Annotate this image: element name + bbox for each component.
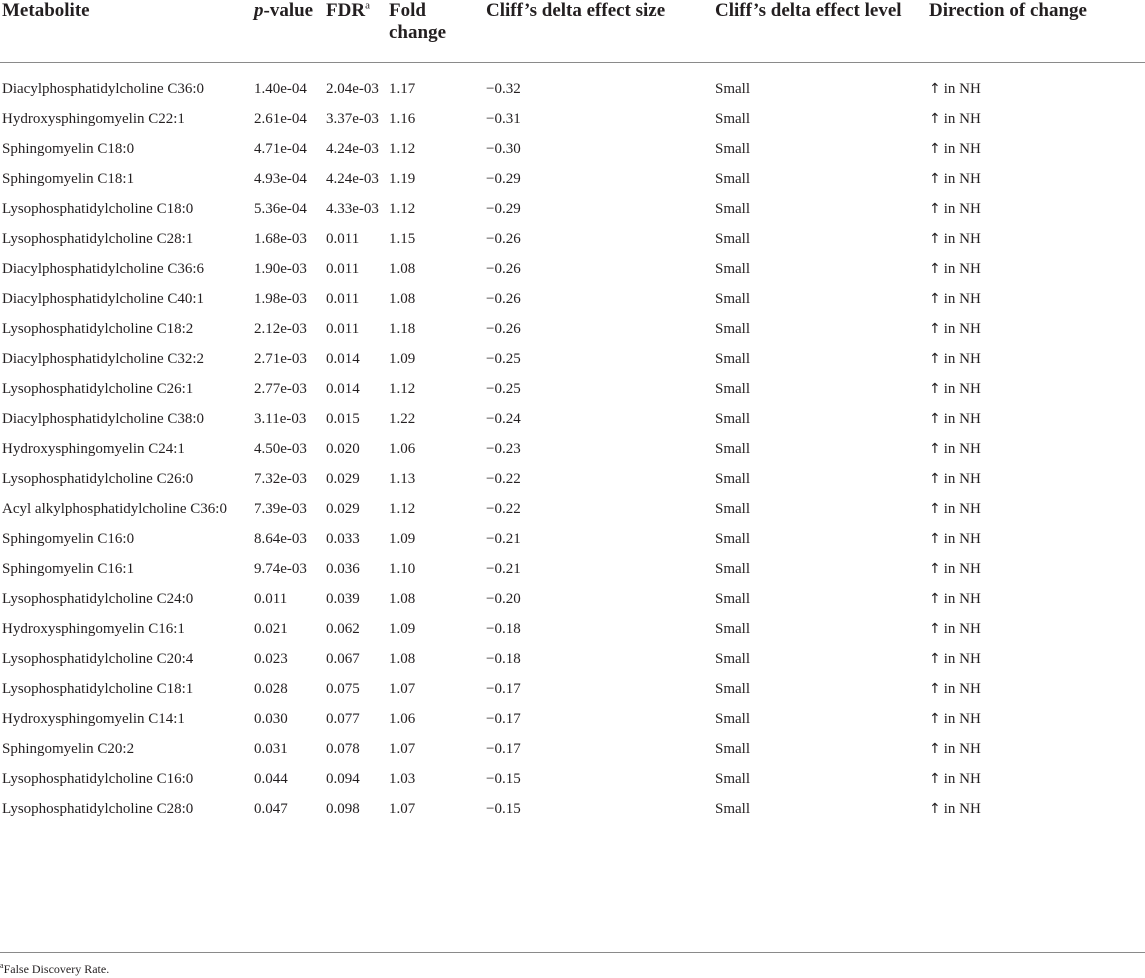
effect-size-cell: −0.22	[486, 470, 521, 487]
fdr-cell: 0.020	[326, 440, 360, 457]
direction-text: in NH	[943, 140, 981, 157]
effect-size-cell: −0.26	[486, 260, 521, 277]
effect-level-cell: Small	[715, 590, 751, 607]
table-row	[0, 495, 1145, 525]
fdr-cell: 0.098	[326, 800, 360, 817]
table-row	[0, 675, 1145, 705]
direction-text: in NH	[943, 800, 981, 817]
p-value-cell: 0.047	[254, 800, 288, 817]
direction-cell	[927, 675, 1145, 705]
fdr-cell: 0.062	[326, 620, 360, 637]
p-value-cell: 1.40e-04	[254, 80, 307, 97]
table-row	[0, 645, 1145, 675]
effect-size-cell: −0.24	[486, 410, 521, 427]
fold-change-cell: 1.06	[389, 710, 416, 727]
effect-size-cell: −0.25	[486, 350, 521, 367]
p-value-cell: 0.028	[254, 680, 288, 697]
table-row	[0, 705, 1145, 735]
metabolite-cell: Lysophosphatidylcholine C20:4	[2, 650, 194, 667]
p-value-cell: 0.023	[254, 650, 288, 667]
effect-size-cell: −0.31	[486, 110, 521, 127]
direction-cell	[927, 255, 1145, 285]
fold-change-cell: 1.06	[389, 440, 416, 457]
metabolite-cell: Diacylphosphatidylcholine C40:1	[2, 290, 205, 307]
p-value-cell: 4.71e-04	[254, 140, 307, 157]
p-value-cell: 7.32e-03	[254, 470, 307, 487]
effect-level-cell: Small	[715, 200, 751, 217]
effect-size-cell: −0.17	[486, 710, 521, 727]
direction-cell	[927, 135, 1145, 165]
fdr-cell: 0.029	[326, 500, 360, 517]
table-row	[0, 525, 1145, 555]
p-value-cell: 2.77e-03	[254, 380, 307, 397]
effect-size-cell: −0.21	[486, 560, 521, 577]
fdr-cell: 2.04e-03	[326, 80, 379, 97]
fold-change-cell: 1.12	[389, 200, 416, 217]
fdr-cell: 0.015	[326, 410, 360, 427]
header-fdr-label: FDR	[326, 0, 366, 21]
table-row	[0, 62, 1145, 105]
direction-cell	[927, 525, 1145, 555]
arrow-up-icon: ↑	[929, 380, 941, 397]
header-p-italic: p	[254, 0, 264, 21]
arrow-up-icon: ↑	[929, 770, 941, 787]
fdr-cell: 4.33e-03	[326, 200, 379, 217]
effect-level-cell: Small	[715, 530, 751, 547]
fdr-cell: 0.011	[326, 230, 360, 247]
effect-size-cell: −0.26	[486, 290, 521, 307]
fold-change-cell: 1.15	[389, 230, 416, 247]
table-footnote	[0, 958, 109, 977]
effect-level-cell: Small	[715, 710, 751, 727]
arrow-up-icon: ↑	[929, 530, 941, 547]
table-row	[0, 735, 1145, 765]
direction-text: in NH	[943, 290, 981, 307]
direction-text: in NH	[943, 470, 981, 487]
direction-text: in NH	[943, 320, 981, 337]
direction-cell	[927, 735, 1145, 765]
p-value-cell: 1.68e-03	[254, 230, 307, 247]
direction-cell	[927, 555, 1145, 585]
effect-level-cell: Small	[715, 230, 751, 247]
arrow-up-icon: ↑	[929, 200, 941, 217]
fdr-cell: 0.014	[326, 350, 360, 367]
effect-level-cell: Small	[715, 410, 751, 427]
table-row	[0, 345, 1145, 375]
metabolite-cell: Lysophosphatidylcholine C26:0	[2, 470, 194, 487]
metabolite-cell: Acyl alkylphosphatidylcholine C36:0	[2, 500, 227, 517]
arrow-up-icon: ↑	[929, 410, 941, 427]
fold-change-cell: 1.09	[389, 530, 416, 547]
direction-text: in NH	[943, 350, 981, 367]
metabolite-cell: Hydroxysphingomyelin C16:1	[2, 620, 185, 637]
direction-text: in NH	[943, 740, 981, 757]
direction-text: in NH	[943, 650, 981, 667]
p-value-cell: 2.71e-03	[254, 350, 307, 367]
header-cliffs-size: Cliff’s delta effect size	[484, 0, 713, 62]
effect-size-cell: −0.29	[486, 170, 521, 187]
footnote-marker: a	[0, 961, 4, 970]
fold-change-cell: 1.16	[389, 110, 416, 127]
metabolite-cell: Lysophosphatidylcholine C28:0	[2, 800, 194, 817]
arrow-up-icon: ↑	[929, 740, 941, 757]
fold-change-cell: 1.13	[389, 470, 416, 487]
arrow-up-icon: ↑	[929, 590, 941, 607]
direction-cell	[927, 225, 1145, 255]
effect-level-cell: Small	[715, 140, 751, 157]
p-value-cell: 4.50e-03	[254, 440, 307, 457]
direction-cell	[927, 62, 1145, 105]
arrow-up-icon: ↑	[929, 260, 941, 277]
table-header	[0, 0, 1145, 62]
direction-text: in NH	[943, 500, 981, 517]
fold-change-cell: 1.08	[389, 260, 416, 277]
effect-size-cell: −0.17	[486, 740, 521, 757]
effect-level-cell: Small	[715, 380, 751, 397]
effect-level-cell: Small	[715, 800, 751, 817]
p-value-cell: 0.044	[254, 770, 288, 787]
metabolite-cell: Lysophosphatidylcholine C28:1	[2, 230, 194, 247]
effect-size-cell: −0.26	[486, 320, 521, 337]
effect-level-cell: Small	[715, 470, 751, 487]
metabolite-cell: Sphingomyelin C18:1	[2, 170, 135, 187]
header-p-rest: -value	[263, 0, 314, 21]
header-direction: Direction of change	[927, 0, 1145, 62]
p-value-cell: 1.98e-03	[254, 290, 307, 307]
p-value-cell: 0.030	[254, 710, 288, 727]
direction-text: in NH	[943, 230, 981, 247]
direction-text: in NH	[943, 440, 981, 457]
effect-size-cell: −0.32	[486, 80, 521, 97]
effect-level-cell: Small	[715, 650, 751, 667]
header-p-value	[252, 0, 324, 62]
fold-change-cell: 1.22	[389, 410, 416, 427]
header-fdr	[324, 0, 387, 62]
metabolite-cell: Lysophosphatidylcholine C18:0	[2, 200, 194, 217]
effect-size-cell: −0.22	[486, 500, 521, 517]
fold-change-cell: 1.12	[389, 140, 416, 157]
p-value-cell: 0.011	[254, 590, 288, 607]
direction-text: in NH	[943, 770, 981, 787]
metabolite-cell: Lysophosphatidylcholine C24:0	[2, 590, 194, 607]
direction-cell	[927, 375, 1145, 405]
table-row	[0, 225, 1145, 255]
table-row	[0, 315, 1145, 345]
metabolite-cell: Lysophosphatidylcholine C16:0	[2, 770, 194, 787]
table-row	[0, 555, 1145, 585]
fold-change-cell: 1.08	[389, 590, 416, 607]
effect-size-cell: −0.17	[486, 680, 521, 697]
fdr-cell: 3.37e-03	[326, 110, 379, 127]
arrow-up-icon: ↑	[929, 320, 941, 337]
direction-cell	[927, 615, 1145, 645]
direction-text: in NH	[943, 620, 981, 637]
table-row	[0, 375, 1145, 405]
effect-size-cell: −0.21	[486, 530, 521, 547]
p-value-cell: 2.61e-04	[254, 110, 307, 127]
metabolite-cell: Diacylphosphatidylcholine C32:2	[2, 350, 205, 367]
fold-change-cell: 1.12	[389, 380, 416, 397]
arrow-up-icon: ↑	[929, 440, 941, 457]
fold-change-cell: 1.08	[389, 650, 416, 667]
fdr-cell: 4.24e-03	[326, 170, 379, 187]
effect-size-cell: −0.25	[486, 380, 521, 397]
metabolite-cell: Hydroxysphingomyelin C14:1	[2, 710, 185, 727]
fdr-cell: 0.094	[326, 770, 360, 787]
direction-text: in NH	[943, 260, 981, 277]
arrow-up-icon: ↑	[929, 620, 941, 637]
effect-size-cell: −0.26	[486, 230, 521, 247]
arrow-up-icon: ↑	[929, 710, 941, 727]
fold-change-cell: 1.07	[389, 740, 416, 757]
effect-level-cell: Small	[715, 320, 751, 337]
p-value-cell: 0.021	[254, 620, 288, 637]
fold-change-cell: 1.17	[389, 80, 416, 97]
table-row	[0, 195, 1145, 225]
p-value-cell: 9.74e-03	[254, 560, 307, 577]
metabolite-cell: Sphingomyelin C16:1	[2, 560, 135, 577]
arrow-up-icon: ↑	[929, 560, 941, 577]
arrow-up-icon: ↑	[929, 140, 941, 157]
direction-cell	[927, 105, 1145, 135]
direction-text: in NH	[943, 530, 981, 547]
direction-text: in NH	[943, 680, 981, 697]
fold-change-cell: 1.09	[389, 620, 416, 637]
fold-change-cell: 1.08	[389, 290, 416, 307]
direction-cell	[927, 195, 1145, 225]
direction-text: in NH	[943, 170, 981, 187]
effect-size-cell: −0.23	[486, 440, 521, 457]
arrow-up-icon: ↑	[929, 230, 941, 247]
table-row	[0, 615, 1145, 645]
table-row	[0, 255, 1145, 285]
effect-size-cell: −0.20	[486, 590, 521, 607]
direction-cell	[927, 315, 1145, 345]
footnote-text: False Discovery Rate.	[3, 962, 110, 976]
p-value-cell: 8.64e-03	[254, 530, 307, 547]
direction-cell	[927, 795, 1145, 826]
effect-level-cell: Small	[715, 500, 751, 517]
fdr-cell: 0.011	[326, 320, 360, 337]
fdr-cell: 4.24e-03	[326, 140, 379, 157]
p-value-cell: 7.39e-03	[254, 500, 307, 517]
fold-change-cell: 1.03	[389, 770, 416, 787]
direction-text: in NH	[943, 710, 981, 727]
direction-cell	[927, 285, 1145, 315]
arrow-up-icon: ↑	[929, 470, 941, 487]
metabolite-cell: Lysophosphatidylcholine C18:2	[2, 320, 194, 337]
p-value-cell: 0.031	[254, 740, 288, 757]
fdr-cell: 0.011	[326, 290, 360, 307]
fdr-cell: 0.033	[326, 530, 360, 547]
fdr-cell: 0.077	[326, 710, 360, 727]
p-value-cell: 4.93e-04	[254, 170, 307, 187]
effect-size-cell: −0.29	[486, 200, 521, 217]
effect-level-cell: Small	[715, 170, 751, 187]
direction-cell	[927, 495, 1145, 525]
fold-change-cell: 1.10	[389, 560, 416, 577]
arrow-up-icon: ↑	[929, 110, 941, 127]
metabolite-cell: Sphingomyelin C16:0	[2, 530, 135, 547]
metabolite-cell: Sphingomyelin C18:0	[2, 140, 135, 157]
effect-size-cell: −0.18	[486, 620, 521, 637]
fdr-cell: 0.075	[326, 680, 360, 697]
p-value-cell: 1.90e-03	[254, 260, 307, 277]
effect-level-cell: Small	[715, 440, 751, 457]
table-row	[0, 285, 1145, 315]
metabolite-cell: Diacylphosphatidylcholine C36:6	[2, 260, 205, 277]
table-row	[0, 405, 1145, 435]
arrow-up-icon: ↑	[929, 170, 941, 187]
table-row	[0, 795, 1145, 826]
direction-text: in NH	[943, 110, 981, 127]
fdr-cell: 0.011	[326, 260, 360, 277]
effect-level-cell: Small	[715, 770, 751, 787]
effect-level-cell: Small	[715, 80, 751, 97]
footnote-divider	[0, 952, 1145, 953]
arrow-up-icon: ↑	[929, 350, 941, 367]
header-metabolite: Metabolite	[0, 0, 252, 62]
fdr-cell: 0.036	[326, 560, 360, 577]
effect-level-cell: Small	[715, 110, 751, 127]
direction-cell	[927, 345, 1145, 375]
metabolite-cell: Diacylphosphatidylcholine C38:0	[2, 410, 205, 427]
header-fold-change: Fold change	[387, 0, 484, 62]
effect-size-cell: −0.18	[486, 650, 521, 667]
table-row	[0, 135, 1145, 165]
direction-text: in NH	[943, 590, 981, 607]
direction-cell	[927, 585, 1145, 615]
fdr-cell: 0.014	[326, 380, 360, 397]
direction-cell	[927, 165, 1145, 195]
fold-change-cell: 1.19	[389, 170, 416, 187]
arrow-up-icon: ↑	[929, 680, 941, 697]
metabolite-cell: Hydroxysphingomyelin C22:1	[2, 110, 185, 127]
fdr-cell: 0.039	[326, 590, 360, 607]
table-row	[0, 585, 1145, 615]
direction-cell	[927, 435, 1145, 465]
table-row	[0, 105, 1145, 135]
fdr-cell: 0.067	[326, 650, 360, 667]
table-row	[0, 435, 1145, 465]
table-row	[0, 465, 1145, 495]
fold-change-cell: 1.07	[389, 800, 416, 817]
p-value-cell: 5.36e-04	[254, 200, 307, 217]
effect-level-cell: Small	[715, 290, 751, 307]
fdr-cell: 0.029	[326, 470, 360, 487]
effect-level-cell: Small	[715, 350, 751, 367]
effect-size-cell: −0.15	[486, 800, 521, 817]
header-row	[0, 0, 1145, 62]
metabolite-cell: Sphingomyelin C20:2	[2, 740, 135, 757]
fold-change-cell: 1.09	[389, 350, 416, 367]
p-value-cell: 2.12e-03	[254, 320, 307, 337]
direction-cell	[927, 705, 1145, 735]
direction-cell	[927, 405, 1145, 435]
metabolite-cell: Hydroxysphingomyelin C24:1	[2, 440, 185, 457]
fdr-cell: 0.078	[326, 740, 360, 757]
effect-level-cell: Small	[715, 620, 751, 637]
fold-change-cell: 1.12	[389, 500, 416, 517]
header-fdr-footnote-marker: a	[365, 0, 370, 12]
direction-cell	[927, 465, 1145, 495]
metabolite-cell: Lysophosphatidylcholine C26:1	[2, 380, 194, 397]
effect-size-cell: −0.30	[486, 140, 521, 157]
effect-size-cell: −0.15	[486, 770, 521, 787]
direction-text: in NH	[943, 410, 981, 427]
direction-text: in NH	[943, 200, 981, 217]
effect-level-cell: Small	[715, 560, 751, 577]
arrow-up-icon: ↑	[929, 650, 941, 667]
direction-text: in NH	[943, 380, 981, 397]
effect-level-cell: Small	[715, 740, 751, 757]
fold-change-cell: 1.18	[389, 320, 416, 337]
effect-level-cell: Small	[715, 680, 751, 697]
direction-cell	[927, 645, 1145, 675]
fold-change-cell: 1.07	[389, 680, 416, 697]
p-value-cell: 3.11e-03	[254, 410, 307, 427]
table-body	[0, 62, 1145, 826]
table-row	[0, 165, 1145, 195]
metabolite-cell: Lysophosphatidylcholine C18:1	[2, 680, 194, 697]
direction-cell	[927, 765, 1145, 795]
arrow-up-icon: ↑	[929, 500, 941, 517]
arrow-up-icon: ↑	[929, 800, 941, 817]
header-cliffs-level: Cliff’s delta effect level	[713, 0, 927, 62]
arrow-up-icon: ↑	[929, 290, 941, 307]
direction-text: in NH	[943, 80, 981, 97]
arrow-up-icon: ↑	[929, 80, 941, 97]
metabolite-cell: Diacylphosphatidylcholine C36:0	[2, 80, 205, 97]
direction-text: in NH	[943, 560, 981, 577]
effect-level-cell: Small	[715, 260, 751, 277]
table-row	[0, 765, 1145, 795]
